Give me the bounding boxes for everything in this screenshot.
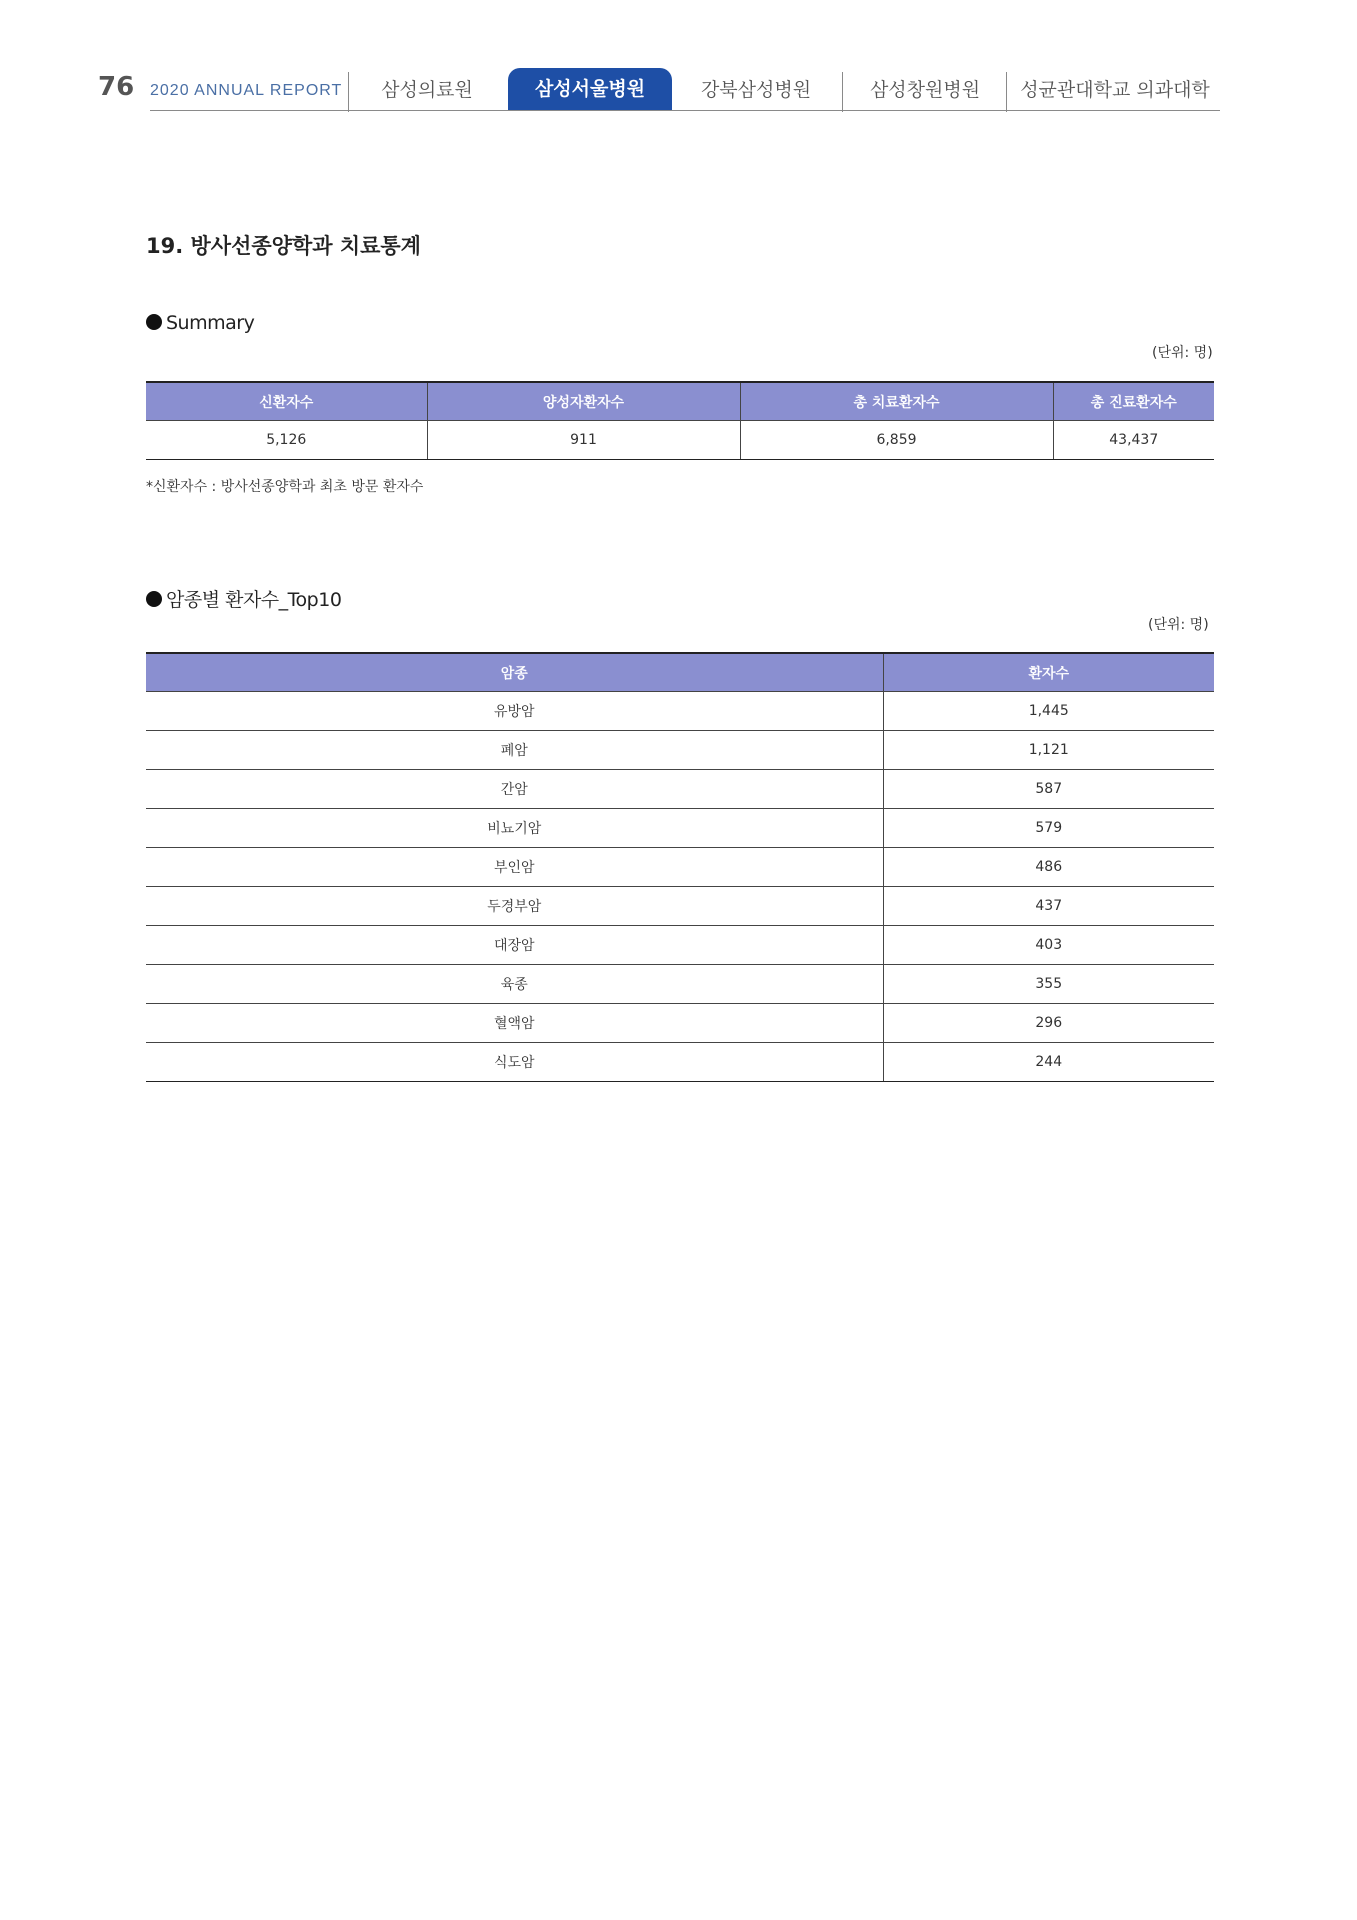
cancer-type-cell: 혈액암 xyxy=(146,1004,883,1043)
summary-unit-label: (단위: 명) xyxy=(1152,345,1213,361)
patient-count-cell: 437 xyxy=(883,887,1214,926)
cancer-type-cell: 식도암 xyxy=(146,1043,883,1082)
patient-count-cell: 244 xyxy=(883,1043,1214,1082)
cancer-type-cell: 간암 xyxy=(146,770,883,809)
top10-heading-text: 암종별 환자수_Top10 xyxy=(166,589,342,611)
table-header-row xyxy=(146,382,1214,421)
cancer-type-cell: 부인암 xyxy=(146,848,883,887)
patient-count-cell: 1,445 xyxy=(883,692,1214,731)
cancer-type-cell: 유방암 xyxy=(146,692,883,731)
column-header: 환자수 xyxy=(883,653,1214,692)
bullet-icon xyxy=(146,591,162,607)
column-header: 암종 xyxy=(146,653,883,692)
cancer-type-cell: 비뇨기암 xyxy=(146,809,883,848)
table-cell: 5,126 xyxy=(146,421,427,460)
header-divider xyxy=(150,110,1220,111)
table-row xyxy=(146,421,1214,460)
patient-count-cell: 1,121 xyxy=(883,731,1214,770)
cancer-type-cell: 대장암 xyxy=(146,926,883,965)
tab-samsung-changwon-hospital[interactable]: 삼성창원병원 xyxy=(869,79,981,101)
column-header: 총 치료환자수 xyxy=(740,382,1053,421)
table-row xyxy=(146,848,1214,887)
tab-separator xyxy=(348,72,349,112)
table-header-row xyxy=(146,653,1214,692)
table-cell: 6,859 xyxy=(740,421,1053,460)
top10-unit-label: (단위: 명) xyxy=(1148,617,1209,633)
table-row xyxy=(146,809,1214,848)
column-header: 총 진료환자수 xyxy=(1053,382,1214,421)
patient-count-cell: 403 xyxy=(883,926,1214,965)
table-row xyxy=(146,1043,1214,1082)
tab-samsung-medical-center[interactable]: 삼성의료원 xyxy=(381,79,473,101)
summary-table xyxy=(146,381,1214,460)
top10-heading xyxy=(146,585,341,612)
table-row xyxy=(146,731,1214,770)
bullet-icon xyxy=(146,314,162,330)
tab-skku-medical-school[interactable]: 성균관대학교 의과대학 xyxy=(1020,79,1210,101)
summary-heading-text: Summary xyxy=(166,312,255,334)
patient-count-cell: 587 xyxy=(883,770,1214,809)
patient-count-cell: 579 xyxy=(883,809,1214,848)
column-header: 신환자수 xyxy=(146,382,427,421)
column-header: 양성자환자수 xyxy=(427,382,740,421)
tab-kangbuk-samsung-hospital[interactable]: 강북삼성병원 xyxy=(700,79,812,101)
top10-table xyxy=(146,652,1214,1082)
page-number: 76 xyxy=(98,72,135,102)
table-row xyxy=(146,965,1214,1004)
tab-separator xyxy=(842,72,843,112)
table-row xyxy=(146,887,1214,926)
summary-footnote: *신환자수 : 방사선종양학과 최초 방문 환자수 xyxy=(146,479,424,495)
table-row xyxy=(146,770,1214,809)
patient-count-cell: 296 xyxy=(883,1004,1214,1043)
summary-heading xyxy=(146,312,254,334)
cancer-type-cell: 두경부암 xyxy=(146,887,883,926)
table-row xyxy=(146,1004,1214,1043)
patient-count-cell: 355 xyxy=(883,965,1214,1004)
tab-samsung-seoul-hospital[interactable]: 삼성서울병원 xyxy=(508,68,672,110)
table-row xyxy=(146,692,1214,731)
section-title: 19. 방사선종양학과 치료통계 xyxy=(146,234,421,258)
report-title: 2020 ANNUAL REPORT xyxy=(150,82,343,99)
page-header xyxy=(0,0,1357,120)
table-row xyxy=(146,926,1214,965)
cancer-type-cell: 육종 xyxy=(146,965,883,1004)
cancer-type-cell: 폐암 xyxy=(146,731,883,770)
table-cell: 911 xyxy=(427,421,740,460)
tab-separator xyxy=(1006,72,1007,112)
patient-count-cell: 486 xyxy=(883,848,1214,887)
table-cell: 43,437 xyxy=(1053,421,1214,460)
